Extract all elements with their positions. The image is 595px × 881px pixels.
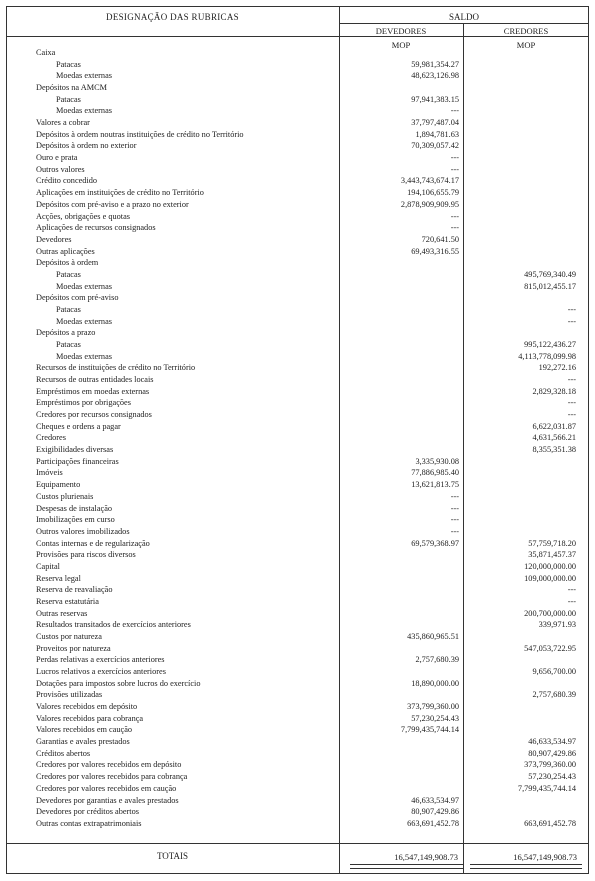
column-header-devedores: DEVEDORES	[375, 26, 427, 36]
table-row	[6, 713, 589, 725]
table-row	[6, 117, 589, 129]
row-value-devedores: 69,493,316.55	[411, 246, 459, 256]
row-label: Valores recebidos para cobrança	[36, 713, 144, 723]
table-row	[6, 561, 589, 573]
table-row	[6, 549, 589, 561]
table-row	[6, 211, 589, 223]
row-label: Devedores	[36, 234, 72, 244]
row-label: Reserva legal	[36, 573, 81, 583]
row-label: Crédito concedido	[36, 176, 98, 186]
table-row	[6, 351, 589, 363]
row-value-credores: 373,799,360.00	[524, 760, 576, 770]
table-row	[6, 269, 589, 281]
row-label: Credores por valores recebidos em caução	[36, 783, 177, 793]
row-label: Lucros relativos a exercícios anteriores	[36, 667, 166, 677]
row-label: Empréstimos por obrigações	[36, 398, 131, 408]
row-label: Patacas	[56, 304, 81, 314]
table-row	[6, 795, 589, 807]
table-row	[6, 82, 589, 94]
header-divider	[339, 23, 589, 24]
table-row	[6, 105, 589, 117]
double-underline	[350, 864, 463, 869]
row-value-devedores: 70,309,057.42	[411, 141, 459, 151]
row-value-devedores: ---	[450, 491, 459, 501]
table-row	[6, 806, 589, 818]
row-value-credores: 57,759,718.20	[528, 538, 576, 548]
row-value-devedores: 80,907,429.86	[411, 807, 459, 817]
row-label: Participações financeiras	[36, 456, 119, 466]
row-label: Outras reservas	[36, 608, 88, 618]
row-value-credores: 200,700,000.00	[524, 608, 576, 618]
row-label: Resultados transitados de exercícios anteriores	[36, 620, 191, 630]
table-row	[6, 608, 589, 620]
table-row	[6, 187, 589, 199]
row-label: Créditos abertos	[36, 748, 91, 758]
row-value-devedores: 1,894,781.63	[415, 129, 459, 139]
row-value-devedores: 37,797,487.04	[411, 118, 459, 128]
table-row	[6, 724, 589, 736]
row-value-devedores: 18,890,000.00	[411, 678, 459, 688]
row-value-credores: 9,656,700.00	[532, 667, 576, 677]
row-label: Dotações para impostos sobre lucros do exercício	[36, 678, 201, 688]
row-label: Patacas	[56, 340, 81, 349]
row-value-devedores: 57,230,254.43	[411, 713, 459, 723]
totals-label: TOTAIS	[156, 851, 189, 861]
row-value-credores: 339,971.93	[538, 620, 576, 630]
row-value-devedores: ---	[450, 106, 459, 116]
row-value-credores: 547,053,722.95	[524, 643, 576, 653]
row-value-credores: 815,012,455.17	[524, 281, 576, 291]
table-row	[6, 386, 589, 398]
row-label: Credores por valores recebidos para cobrança	[36, 772, 188, 782]
row-label: Credores por valores recebidos em depósito	[36, 760, 182, 770]
table-row	[6, 432, 589, 444]
table-row	[6, 281, 589, 293]
row-value-credores: 80,907,429.86	[528, 748, 576, 758]
row-label: Depósitos à ordem	[36, 258, 99, 268]
row-value-devedores: 663,691,452.78	[407, 818, 459, 828]
table-row	[6, 491, 589, 503]
row-label: Moedas externas	[56, 281, 112, 291]
row-value-devedores: ---	[450, 526, 459, 536]
table-row	[6, 129, 589, 141]
table-row	[6, 164, 589, 176]
row-label: Recursos de outras entidades locais	[36, 375, 154, 385]
table-row	[6, 771, 589, 783]
table-row	[6, 409, 589, 421]
table-row	[6, 643, 589, 655]
row-value-credores: ---	[567, 304, 576, 314]
row-label: Depósitos com pré-aviso e a prazo no exterior	[36, 199, 189, 209]
table-row	[6, 654, 589, 666]
row-label: Outros valores imobilizados	[36, 526, 130, 536]
table-row	[6, 759, 589, 771]
table-row	[6, 619, 589, 631]
row-value-credores: ---	[567, 375, 576, 385]
row-value-devedores: ---	[450, 164, 459, 174]
row-value-credores: 495,769,340.49	[524, 269, 576, 279]
column-header-rubricas: DESIGNAÇÃO DAS RUBRICAS	[106, 12, 239, 22]
row-label: Patacas	[56, 269, 81, 279]
row-label: Despesas de instalação	[36, 503, 113, 513]
row-value-credores: 663,691,452.78	[524, 818, 576, 828]
table-row	[6, 257, 589, 269]
table-row	[6, 584, 589, 596]
table-row	[6, 748, 589, 760]
table-row	[6, 783, 589, 795]
row-label: Depósitos a prazo	[36, 328, 96, 338]
table-row	[6, 736, 589, 748]
row-label: Proveitos por natureza	[36, 643, 111, 653]
row-label: Valores a cobrar	[36, 118, 90, 128]
row-value-devedores: 3,443,743,674.17	[400, 176, 459, 186]
table-row	[6, 94, 589, 106]
table-row	[6, 596, 589, 608]
row-value-credores: 6,622,031.87	[532, 421, 576, 431]
row-value-credores: 4,631,566.21	[532, 433, 576, 443]
table-row	[6, 152, 589, 164]
table-row	[6, 397, 589, 409]
table-row	[6, 526, 589, 538]
row-label: Devedores por garantias e avales prestados	[36, 795, 179, 805]
column-header-credores: CREDORES	[503, 26, 549, 36]
row-label: Reserva de reavaliação	[36, 585, 113, 595]
row-value-devedores: 194,106,655.79	[407, 188, 459, 198]
row-label: Moedas externas	[56, 106, 112, 116]
row-label: Devedores por créditos abertos	[36, 807, 139, 817]
row-value-devedores: 435,860,965.51	[407, 632, 459, 641]
table-row	[6, 47, 589, 59]
row-label: Valores recebidos em depósito	[36, 702, 138, 712]
row-value-devedores: 2,757,680.39	[415, 655, 459, 665]
row-value-credores: 35,871,457.37	[528, 550, 576, 560]
row-label: Ouro e prata	[36, 153, 78, 163]
double-underline	[470, 864, 582, 869]
table-row	[6, 666, 589, 678]
table-row	[6, 59, 589, 71]
row-label: Credores	[36, 433, 66, 443]
row-value-devedores: ---	[450, 223, 459, 233]
table-row	[6, 631, 589, 643]
row-label: Outros valores	[36, 164, 85, 174]
table-row	[6, 304, 589, 316]
totals-credores: 16,547,149,908.73	[513, 852, 577, 862]
row-label: Equipamento	[36, 480, 81, 490]
row-label: Contas internas e de regularização	[36, 538, 150, 548]
row-label: Credores por recursos consignados	[36, 410, 152, 420]
row-label: Capital	[36, 561, 60, 571]
row-label: Moedas externas	[56, 316, 112, 326]
row-value-devedores: 48,623,126.98	[411, 71, 459, 81]
row-value-credores: 995,122,436.27	[524, 340, 576, 349]
row-label: Patacas	[56, 94, 81, 104]
row-label: Aplicações em instituições de crédito no Território	[36, 188, 204, 198]
row-value-devedores: 3,335,930.08	[415, 456, 459, 466]
row-value-devedores: 59,981,354.27	[411, 59, 459, 69]
table-row	[6, 467, 589, 479]
row-label: Acções, obrigações e quotas	[36, 211, 130, 221]
table-row	[6, 292, 589, 304]
header-divider	[6, 36, 589, 37]
row-label: Provisões para riscos diversos	[36, 550, 136, 560]
table-row	[6, 456, 589, 468]
row-label: Custos por natureza	[36, 632, 102, 641]
row-label: Outras aplicações	[36, 246, 95, 256]
table-row	[6, 514, 589, 526]
table-row	[6, 503, 589, 515]
row-value-credores: ---	[567, 398, 576, 408]
table-row	[6, 573, 589, 585]
row-value-devedores: 46,633,534.97	[411, 795, 459, 805]
currency-label-devedores: MOP	[391, 40, 411, 50]
row-value-devedores: ---	[450, 153, 459, 163]
row-label: Exigibilidades diversas	[36, 445, 114, 455]
row-value-credores: 192,272.16	[538, 363, 576, 373]
row-value-credores: ---	[567, 596, 576, 606]
table-row	[6, 362, 589, 374]
row-value-devedores: ---	[450, 503, 459, 513]
row-value-credores: 4,113,778,099.98	[518, 351, 576, 361]
row-label: Caixa	[36, 48, 56, 57]
row-value-credores: 2,829,328.18	[532, 386, 576, 396]
row-label: Depósitos à ordem noutras instituições de crédito no Território	[36, 129, 244, 139]
table-row	[6, 479, 589, 491]
row-label: Garantias e avales prestados	[36, 737, 130, 747]
row-value-credores: 7,799,435,744.14	[517, 783, 576, 793]
row-value-devedores: 7,799,435,744.14	[400, 725, 459, 735]
column-header-saldo: SALDO	[448, 12, 479, 22]
table-row	[6, 234, 589, 246]
row-label: Moedas externas	[56, 351, 112, 361]
row-value-credores: 46,633,534.97	[528, 737, 576, 747]
row-label: Provisões utilizadas	[36, 690, 103, 700]
table-row	[6, 327, 589, 339]
table-row	[6, 818, 589, 830]
totals-devedores: 16,547,149,908.73	[394, 852, 458, 862]
table-row	[6, 339, 589, 351]
table-row	[6, 140, 589, 152]
table-row	[6, 374, 589, 386]
row-value-devedores: 2,878,909,909.95	[400, 199, 459, 209]
table-row	[6, 689, 589, 701]
row-value-devedores: 69,579,368.97	[411, 538, 459, 548]
row-label: Outras contas extrapatrimoniais	[36, 818, 142, 828]
row-value-devedores: 13,621,813.75	[411, 480, 459, 490]
row-value-devedores: 77,886,985.40	[411, 468, 459, 478]
row-value-devedores: 97,941,383.15	[411, 94, 459, 104]
row-value-credores: 120,000,000.00	[524, 561, 576, 571]
row-label: Depósitos com pré-aviso	[36, 293, 119, 303]
row-label: Depósitos na AMCM	[36, 83, 107, 93]
row-label: Custos plurienais	[36, 491, 94, 501]
row-value-credores: 57,230,254.43	[528, 772, 576, 782]
table-row	[6, 199, 589, 211]
row-label: Aplicações de recursos consignados	[36, 223, 156, 233]
table-row	[6, 222, 589, 234]
table-row	[6, 70, 589, 82]
table-row	[6, 421, 589, 433]
row-value-credores: ---	[567, 585, 576, 595]
totals-divider	[6, 843, 589, 844]
row-label: Recursos de instituições de crédito no Território	[36, 363, 196, 373]
row-label: Imobilizações em curso	[36, 515, 115, 525]
row-value-devedores: ---	[450, 211, 459, 221]
row-value-devedores: ---	[450, 515, 459, 525]
row-value-credores: 8,355,351.38	[532, 445, 576, 455]
table-row	[6, 678, 589, 690]
row-label: Empréstimos em moedas externas	[36, 386, 150, 396]
row-value-devedores: 373,799,360.00	[407, 702, 459, 712]
row-label: Depósitos à ordem no exterior	[36, 141, 137, 151]
table-row	[6, 444, 589, 456]
row-label: Reserva estatutária	[36, 596, 99, 606]
row-label: Cheques e ordens a pagar	[36, 421, 121, 431]
table-row	[6, 316, 589, 328]
row-value-devedores: 720,641.50	[421, 234, 459, 244]
row-label: Patacas	[56, 59, 81, 69]
row-label: Perdas relativas a exercícios anteriores	[36, 655, 165, 665]
row-value-credores: ---	[567, 316, 576, 326]
table-row	[6, 246, 589, 258]
row-value-credores: ---	[567, 410, 576, 420]
row-label: Moedas externas	[56, 71, 112, 81]
row-label: Imóveis	[36, 468, 63, 478]
table-row	[6, 538, 589, 550]
currency-label-credores: MOP	[516, 40, 536, 50]
table-row	[6, 175, 589, 187]
row-label: Valores recebidos em caução	[36, 725, 133, 735]
row-value-credores: 2,757,680.39	[532, 690, 576, 700]
table-row	[6, 701, 589, 713]
row-value-credores: 109,000,000.00	[524, 573, 576, 583]
